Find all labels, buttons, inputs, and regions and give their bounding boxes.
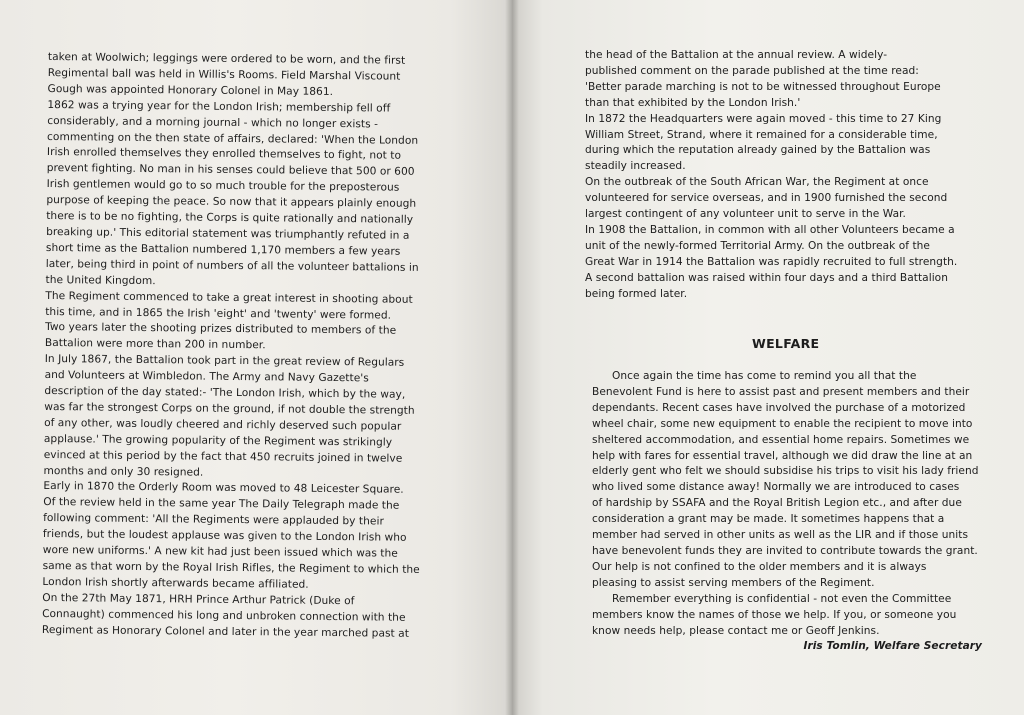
text-line: In July 1867, the Battalion took part in the great review of Regulars [44, 353, 405, 369]
text-line: largest contingent of any volunteer unit to serve in the War. [585, 208, 906, 221]
text-line: commenting on the then state of affairs, declared: 'When the London [47, 130, 419, 147]
text-line: being formed later. [585, 287, 688, 300]
text-line: have benevolent funds they are invited to contribute towards the grant. [592, 544, 978, 557]
text-line: of any other, was loudly cheered and richly deserved such popular [44, 416, 402, 433]
text-line: purpose of keeping the peace. So now that it appears plainly enough [46, 194, 417, 211]
text-line: Two years later the shooting prizes distributed to members of the [45, 321, 397, 338]
welfare-heading: WELFARE [752, 336, 820, 351]
text-line: William Street, Strand, where it remained for a considerable time, [585, 128, 938, 141]
text-line: unit of the newly-formed Territorial Army. On the outbreak of the [585, 239, 930, 252]
text-line: Regimental ball was held in Willis's Rooms. Field Marshal Viscount [47, 66, 401, 83]
text-line: In 1908 the Battalion, in common with all other Volunteers became a [585, 223, 955, 236]
text-line: know needs help, please contact me or Geoff Jenkins. [592, 624, 880, 637]
text-line: A second battalion was raised within four days and a third Battalion [585, 271, 948, 284]
text-line: Irish enrolled themselves they enrolled themselves to fight, not to [46, 146, 402, 163]
text-line: than that exhibited by the London Irish.' [585, 96, 801, 109]
text-line: help with fares for essential travel, although we did draw the line at an [592, 449, 973, 462]
text-line: Gough was appointed Honorary Colonel in May 1861. [47, 82, 334, 98]
text-line: months and only 30 resigned. [43, 464, 204, 479]
text-line: steadily increased. [585, 160, 686, 173]
text-line: prevent fighting. No man in his senses could believe that 500 or 600 [46, 162, 415, 179]
text-line: Our help is not confined to the older members and it is always [592, 560, 927, 573]
text-line: Benevolent Fund is here to assist past and present members and their [592, 385, 970, 398]
text-line: 1862 was a trying year for the London Irish; membership fell off [47, 98, 391, 115]
text-line: sheltered accommodation, and essential home repairs. Sometimes we [592, 433, 970, 446]
text-line: breaking up.' This editorial statement was triumphantly refuted in a [46, 225, 410, 242]
text-line: and Volunteers at Wimbledon. The Army and Navy Gazette's [44, 369, 369, 385]
text-line: dependants. Recent cases have involved the purchase of a motorized [592, 401, 966, 414]
text-line: who lived some distance away! Normally we are introduced to cases [592, 481, 960, 494]
text-line: Remember everything is confidential - not even the Committee [612, 592, 952, 605]
text-line: of hardship by SSAFA and the Royal British Legion etc., and after due [592, 497, 962, 510]
text-line: consideration a grant may be made. It sometimes happens that a [592, 513, 945, 526]
text-line: Regiment as Honorary Colonel and later in the year marched past at [41, 623, 410, 640]
text-line: In 1872 the Headquarters were again moved - this time to 27 King [585, 112, 942, 125]
book-spine [505, 0, 519, 715]
text-line: during which the reputation already gained by the Battalion was [585, 144, 931, 157]
text-line: following comment: 'All the Regiments were applauded by their [43, 512, 384, 528]
text-line: published comment on the parade published at the time read: [585, 64, 919, 77]
text-line: later, being third in point of numbers of all the volunteer battalions in [45, 257, 419, 274]
text-line: considerably, and a morning journal - which no longer exists - [47, 114, 379, 131]
text-line: 'Better parade marching is not to be witnessed throughout Europe [585, 80, 941, 93]
right-page-text [585, 48, 985, 303]
text-line: the United Kingdom. [45, 273, 156, 287]
text-line: applause.' The growing popularity of the Regiment was strikingly [43, 432, 393, 449]
text-line: pleasing to assist serving members of the Regiment. [592, 576, 875, 589]
signature: Iris Tomlin, Welfare Secretary [803, 640, 982, 653]
text-line: short time as the Battalion numbered 1,170 members a few years [45, 241, 401, 258]
text-line: was far the strongest Corps on the ground, if not double the strength [44, 400, 415, 417]
text-line: The Regiment commenced to take a great interest in shooting about [45, 289, 413, 306]
text-line: wore new uniforms.' A new kit had just been issued which was the [42, 544, 398, 560]
text-line: elderly gent who felt we should subsidise his trips to visit his lady friend [592, 465, 979, 478]
text-line: same as that worn by the Royal Irish Rifles, the Regiment to which the [42, 559, 420, 576]
text-line: On the outbreak of the South African War, the Regiment at once [585, 176, 929, 189]
text-line: this time, and in 1865 the Irish 'eight' and 'twenty' were formed. [45, 305, 392, 322]
welfare-text [592, 369, 992, 655]
text-line: evinced at this period by the fact that 450 recruits joined in twelve [43, 448, 403, 465]
text-line: London Irish shortly afterwards became affiliated. [42, 575, 309, 591]
text-line: On the 27th May 1871, HRH Prince Arthur Patrick (Duke of [42, 591, 355, 608]
text-line: wheel chair, some new equipment to enable the recipient to move into [592, 417, 973, 430]
text-line: Connaught) commenced his long and unbroken connection with the [42, 607, 406, 624]
text-line: friends, but the loudest applause was given to the London Irish who [42, 528, 407, 544]
text-line: Early in 1870 the Orderly Room was moved to 48 Leicester Square. [43, 480, 404, 497]
text-line: description of the day stated:- 'The London Irish, which by the way, [44, 385, 406, 401]
text-line: member had served in other units as well as the LIR and if those units [592, 529, 969, 542]
left-page-text [42, 50, 468, 643]
text-line: Great War in 1914 the Battalion was rapidly recruited to full strength. [585, 255, 958, 268]
text-line: members know the names of those we help. If you, or someone you [592, 608, 957, 621]
text-line: Once again the time has come to remind you all that the [612, 370, 917, 382]
text-line: there is to be no fighting, the Corps is quite rationally and nationally [46, 210, 414, 226]
text-line: the head of the Battalion at the annual review. A widely- [585, 49, 888, 61]
text-line: Of the review held in the same year The Daily Telegraph made the [43, 496, 400, 513]
text-line: Irish gentlemen would go to so much trouble for the preposterous [46, 178, 400, 194]
text-line: volunteered for service overseas, and in 1900 furnished the second [585, 192, 948, 205]
text-line: taken at Woolwich; leggings were ordered to be worn, and the first [47, 50, 406, 67]
text-line: Battalion were more than 200 in number. [44, 337, 266, 352]
